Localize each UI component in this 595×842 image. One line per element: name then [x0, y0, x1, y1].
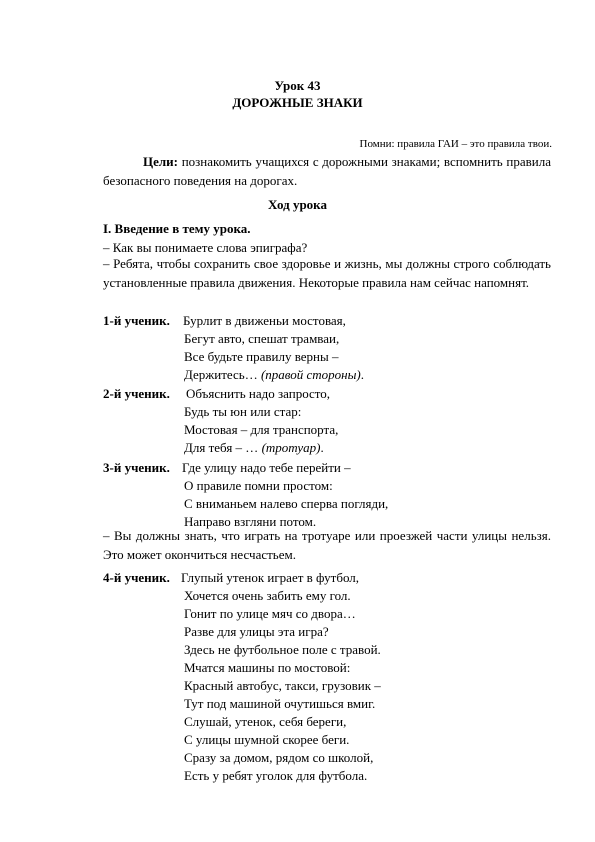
stanza4-line: Красный автобус, такси, грузовик –: [184, 678, 381, 693]
stanza4-role: 4-й ученик.: [103, 570, 170, 585]
epigraph: Помни: правила ГАИ – это правила твои.: [359, 138, 552, 150]
answer-paragraph: – Ребята, чтобы сохранить свое здоровье и жизнь, мы должны строго соблюдать установленные правила движения. Некоторые правила нам сейчас напомнят.: [103, 256, 551, 290]
stanza2-line4: [184, 440, 324, 455]
stanza1-line2: Бегут авто, спешат трамваи,: [184, 331, 340, 346]
stanza2-line4-answer: (тротуар): [261, 440, 321, 455]
stanza2-line4-text: Для тебя – …: [184, 440, 262, 455]
stanza2-line3: Мостовая – для транспорта,: [184, 422, 339, 437]
stanza1-line1: Бурлит в движеньи мостовая,: [183, 313, 346, 328]
stanza4-line: Гонит по улице мяч со двора…: [184, 606, 356, 621]
stanza2-role: 2-й ученик.: [103, 386, 170, 401]
stanza3-line3: С вниманьем налево сперва погляди,: [184, 496, 389, 511]
stanza4-line: Здесь не футбольное поле с травой.: [184, 642, 381, 657]
course-heading: Ход урока: [268, 197, 327, 212]
stanza2-line2: Будь ты юн или стар:: [184, 404, 302, 419]
stanza4-line: Сразу за домом, рядом со школой,: [184, 750, 374, 765]
stanza1-role: 1-й ученик.: [103, 313, 170, 328]
stanza4-line: Хочется очень забить ему гол.: [184, 588, 351, 603]
stanza4-line: Глупый утенок играет в футбол,: [181, 570, 360, 585]
stanza2-line1: Объяснить надо запросто,: [186, 386, 331, 401]
question-paragraph: – Как вы понимаете слова эпиграфа?: [103, 240, 308, 255]
stanza4-line: Слушай, утенок, себя береги,: [184, 714, 347, 729]
stanza3-line4: Направо взгляни потом.: [184, 514, 317, 529]
stanza3-role: 3-й ученик.: [103, 460, 170, 475]
stanza1-line4-text: Держитесь…: [184, 367, 261, 382]
stanza3-line1: Где улицу надо тебе перейти –: [182, 460, 351, 475]
goals-paragraph: [103, 153, 551, 190]
lesson-title: ДОРОЖНЫЕ ЗНАКИ: [232, 95, 363, 110]
stanza4-line: Тут под машиной очутишься вмиг.: [184, 696, 376, 711]
stanza1-line3: Все будьте правилу верны –: [184, 349, 339, 364]
stanza4-line: Есть у ребят уголок для футбола.: [184, 768, 368, 783]
section1-heading: I. Введение в тему урока.: [103, 221, 251, 236]
stanza1-line4-answer: (правой стороны): [260, 367, 361, 382]
stanza1-line4: [184, 367, 364, 382]
stanza2-line4-end: .: [320, 440, 324, 455]
stanza4-line: Разве для улицы эта игра?: [184, 624, 329, 639]
goals-label: Цели:: [143, 154, 178, 169]
warning-paragraph: – Вы должны знать, что играть на тротуаре или проезжей части улицы нельзя. Это может окончиться несчастьем.: [103, 528, 551, 562]
stanza3-line2: О правиле помни простом:: [184, 478, 333, 493]
goals-text: познакомить учащихся с дорожными знаками; вспомнить правила безопасного поведения на дорогах.: [103, 154, 551, 188]
lesson-number: Урок 43: [274, 78, 321, 93]
stanza4-line: С улицы шумной скорее беги.: [184, 732, 350, 747]
stanza1-line4-end: .: [360, 367, 365, 382]
stanza4-line: Мчатся машины по мостовой:: [184, 660, 351, 675]
